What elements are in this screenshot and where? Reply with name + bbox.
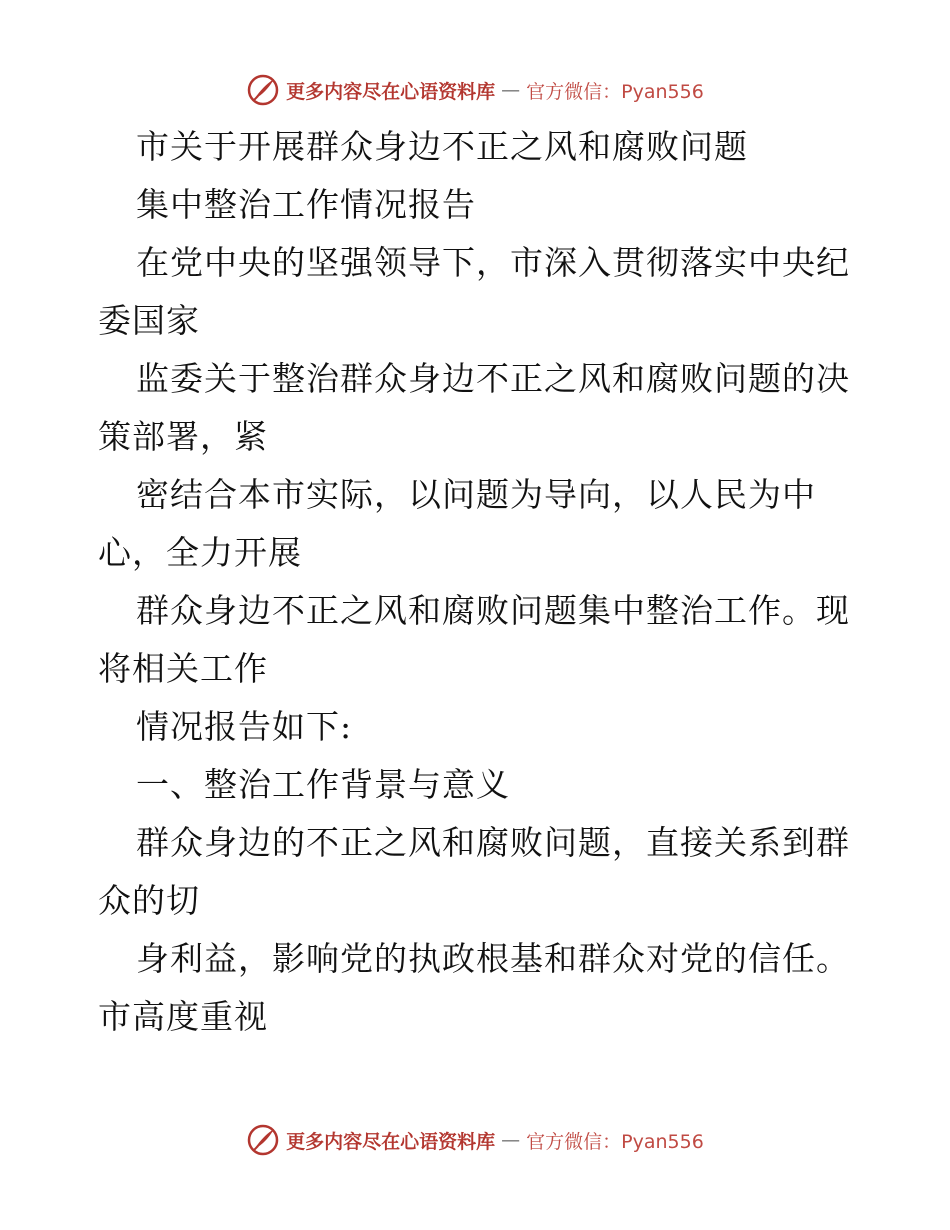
document-body: [98, 118, 858, 1046]
footer-watermark: [0, 1120, 950, 1160]
paragraph-line: 身利益，影响党的执政根基和群众对党的信任。: [136, 939, 850, 978]
title-line-1: 市关于开展群众身边不正之风和腐败问题: [136, 127, 748, 166]
header-watermark: [0, 70, 950, 110]
paragraph-line: 监委关于整治群众身边不正之风和腐败问题的决: [136, 359, 850, 398]
watermark-wechat: 官方微信：Pyan556: [526, 80, 704, 103]
title-line-2: 集中整治工作情况报告: [136, 185, 476, 224]
paragraph-line: 情况报告如下:: [136, 707, 353, 746]
watermark-dash: —: [501, 79, 521, 101]
paragraph-line: 密结合本市实际，以问题为导向，以人民为中: [136, 475, 816, 514]
paragraph-line: 市高度重视: [98, 997, 268, 1036]
section-heading: 一、整治工作背景与意义: [136, 765, 510, 804]
paragraph-line: 群众身边不正之风和腐败问题集中整治工作。现: [136, 591, 850, 630]
paragraph-line: 委国家: [98, 301, 200, 340]
quill-logo-icon: [246, 1123, 280, 1157]
watermark-text: 更多内容尽在心语资料库: [286, 80, 496, 103]
paragraph-line: 众的切: [98, 881, 200, 920]
watermark-wechat: 官方微信：Pyan556: [526, 1130, 704, 1153]
paragraph-line: 策部署，紧: [98, 417, 268, 456]
paragraph-line: 心，全力开展: [98, 533, 302, 572]
paragraph-line: 将相关工作: [98, 649, 268, 688]
quill-logo-icon: [246, 73, 280, 107]
paragraph-line: 在党中央的坚强领导下，市深入贯彻落实中央纪: [136, 243, 850, 282]
watermark-text: 更多内容尽在心语资料库: [286, 1130, 496, 1153]
watermark-dash: —: [501, 1129, 521, 1151]
paragraph-line: 群众身边的不正之风和腐败问题，直接关系到群: [136, 823, 850, 862]
